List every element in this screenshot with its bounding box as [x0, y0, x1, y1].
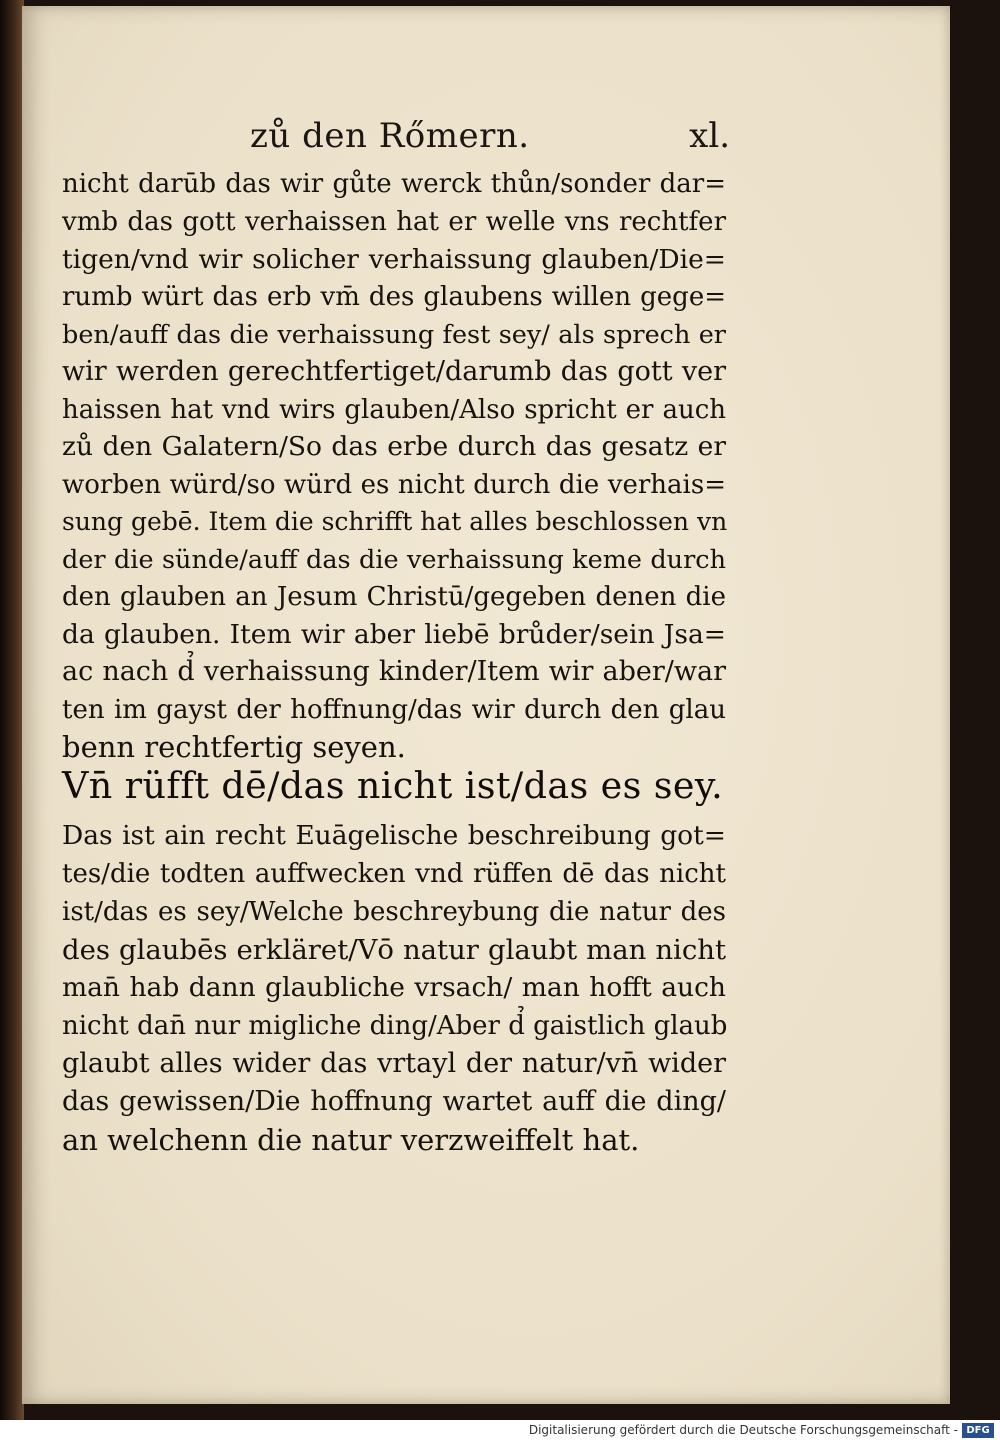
running-head-title: zů den Rőmern. [250, 116, 530, 156]
body-line: nicht darūb das wir gůte werck thůn/sonder dar= [62, 169, 726, 199]
body-line: worben würd/so würd es nicht durch die verhais= [62, 470, 726, 500]
footer-bar [0, 1420, 1000, 1442]
body-line: benn rechtfertig seyen. [62, 730, 406, 764]
commentary-line: man̄ hab dann glaubliche vrsach/ man hofft auch [62, 972, 726, 1003]
section-heading: Vn̄ rüfft dē/das nicht ist/das es sey. [62, 764, 724, 807]
running-head [250, 112, 730, 162]
body-line: zů den Galatern/So das erbe durch das gesatz er [62, 431, 726, 462]
body-line: sung gebē. Item die schrifft hat alles beschlossen vn [62, 507, 728, 536]
folio-number: xl. [689, 116, 730, 156]
commentary-line: tes/die todten auffwecken vnd rüffen dē das nicht [62, 859, 726, 889]
body-line: da glauben. Item wir aber liebē brůder/sein Jsa= [62, 619, 726, 650]
body-line: haissen hat vnd wirs glauben/Also spricht er auch [62, 395, 726, 425]
body-line: vmb das gott verhaissen hat er welle vns rechtfer [62, 207, 726, 237]
body-line: ten im gayst der hoffnung/das wir durch den glau [62, 695, 726, 725]
commentary-line: nicht dan̄ nur migliche ding/Aber d̉ gaistlich glaub [62, 1011, 728, 1041]
funding-credit: Digitalisierung gefördert durch die Deutsche Forschungsgemeinschaft - [528, 1423, 958, 1437]
commentary-line: des glaubēs erkläret/Vō natur glaubt man nicht [62, 934, 726, 966]
body-line: der die sünde/auff das die verhaissung keme durch [62, 545, 726, 575]
commentary-line: an welchenn die natur verzweiffelt hat. [62, 1123, 640, 1157]
body-line: den glauben an Jesum Christū/gegeben denen die [62, 582, 726, 612]
commentary-line: ist/das es sey/Welche beschreybung die natur des [62, 897, 726, 927]
body-line: tigen/vnd wir solicher verhaissung glauben/Die= [62, 244, 726, 275]
dfg-logo: DFG [962, 1423, 994, 1438]
body-line: ben/auff das die verhaissung fest sey/ als sprech er [62, 320, 726, 350]
commentary-line: das gewissen/Die hoffnung wartet auff die ding/ [62, 1086, 726, 1117]
commentary-line: glaubt alles wider das vrtayl der natur/vn̄ wider [62, 1048, 726, 1079]
body-line: wir werden gerechtfertiget/darumb das gott ver [62, 356, 726, 387]
body-line: ac nach d̉ verhaissung kinder/Item wir aber/war [62, 656, 726, 687]
commentary-line: Das ist ain recht Euāgelische beschreibung got= [62, 820, 726, 851]
body-line: rumb würt das erb vm̄ des glaubens willen gege= [62, 282, 726, 312]
book-spine-edge [0, 0, 24, 1420]
book-page [22, 6, 950, 1404]
